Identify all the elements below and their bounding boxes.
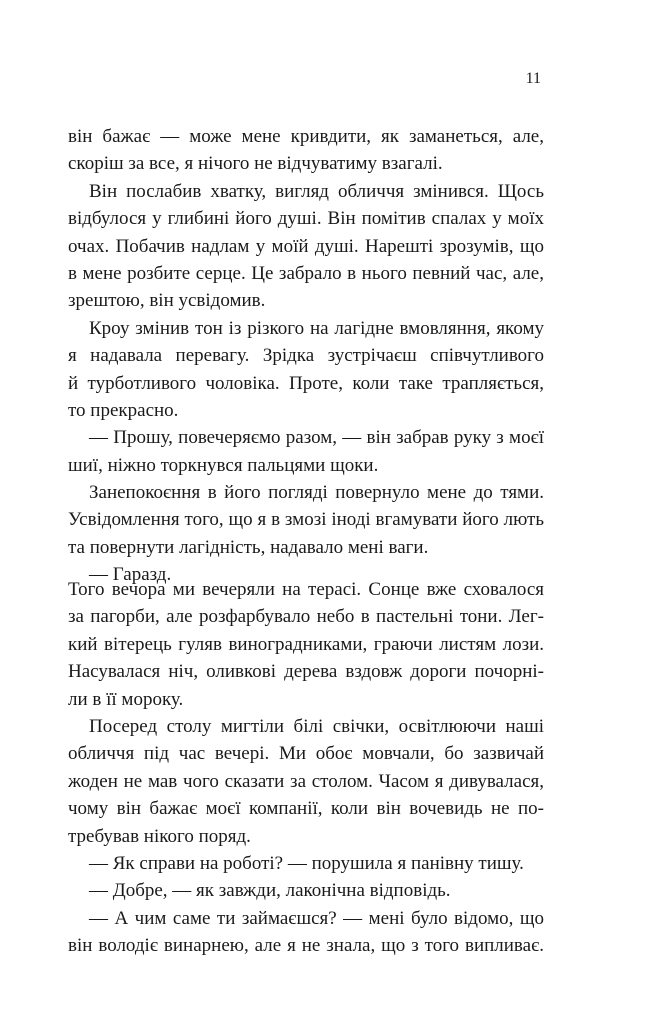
text-line: за пагорби, але розфарбувало небо в пастельні тони. Лег- — [68, 606, 544, 628]
text-line: Посеред столу мигтіли білі свічки, освітлюючи наші — [89, 715, 544, 737]
text-line: — Добре, — як завжди, лаконічна відповідь. — [89, 880, 451, 902]
body-text-section-1 — [68, 123, 544, 589]
text-line: жоден не мав чого сказати за столом. Часом я дивувалася, — [68, 770, 544, 792]
text-line: зрештою, він усвідомив. — [68, 290, 266, 312]
text-line: в мене розбите серце. Це забрало в нього певний час, але, — [68, 262, 544, 284]
text-line: — А чим саме ти займаєшся? — мені було відомо, що — [89, 907, 544, 929]
text-line: — Гаразд. — [89, 564, 172, 586]
text-line: обличчя під час вечері. Ми обоє мовчали, бо зазвичай — [68, 743, 544, 765]
text-line: Занепокоєння в його погляді повернуло мене до тями. — [89, 482, 544, 504]
text-line: Насувалася ніч, оливкові дерева вздовж дороги почорні- — [68, 661, 544, 683]
text-line: кий вітерець гуляв виноградниками, граючи листям лози. — [68, 633, 544, 655]
text-line: — Як справи на роботі? — порушила я панівну тишу. — [89, 852, 524, 874]
text-line: він володіє винарнею, але я не знала, що з того випливає. — [68, 935, 544, 957]
text-line: ли в її мороку. — [68, 688, 184, 710]
body-text-section-2 — [68, 576, 544, 959]
text-line: Він послабив хватку, вигляд обличчя змінився. Щось — [89, 180, 544, 202]
text-line: Кроу змінив тон із різкого на лагідне вмовляння, якому — [89, 317, 544, 339]
text-line: я надавала перевагу. Зрідка зустрічаєш співчутливого — [68, 345, 544, 367]
text-line: Усвідомлення того, що я в змозі іноді вгамувати його лють — [68, 509, 544, 531]
text-line: він бажає — може мене кривдити, як заманеться, але, — [68, 126, 544, 147]
text-line: та повернути лагідність, надавало мені ваги. — [68, 536, 429, 558]
page-number: 11 — [525, 70, 541, 87]
text-line: — Прошу, повечеряємо разом, — він забрав руку з моєї — [89, 427, 544, 449]
text-line: очах. Побачив надлам у моїй душі. Нарешті зрозумів, що — [68, 235, 544, 257]
text-line: скоріш за все, я нічого не відчуватиму взагалі. — [68, 153, 443, 175]
text-line: требував нікого поряд. — [68, 825, 251, 847]
text-line: чому він бажає моєї компанії, коли він вочевидь не по- — [68, 798, 544, 820]
text-line: Того вечора ми вечеряли на терасі. Сонце вже сховалося — [68, 579, 544, 600]
text-line: шиї, ніжно торкнувся пальцями щоки. — [68, 454, 379, 476]
text-line: відбулося у глибині його душі. Він помітив спалах у моїх — [68, 208, 544, 230]
text-line: то прекрасно. — [68, 399, 179, 421]
text-line: й турботливого чоловіка. Проте, коли таке трапляється, — [68, 372, 544, 394]
